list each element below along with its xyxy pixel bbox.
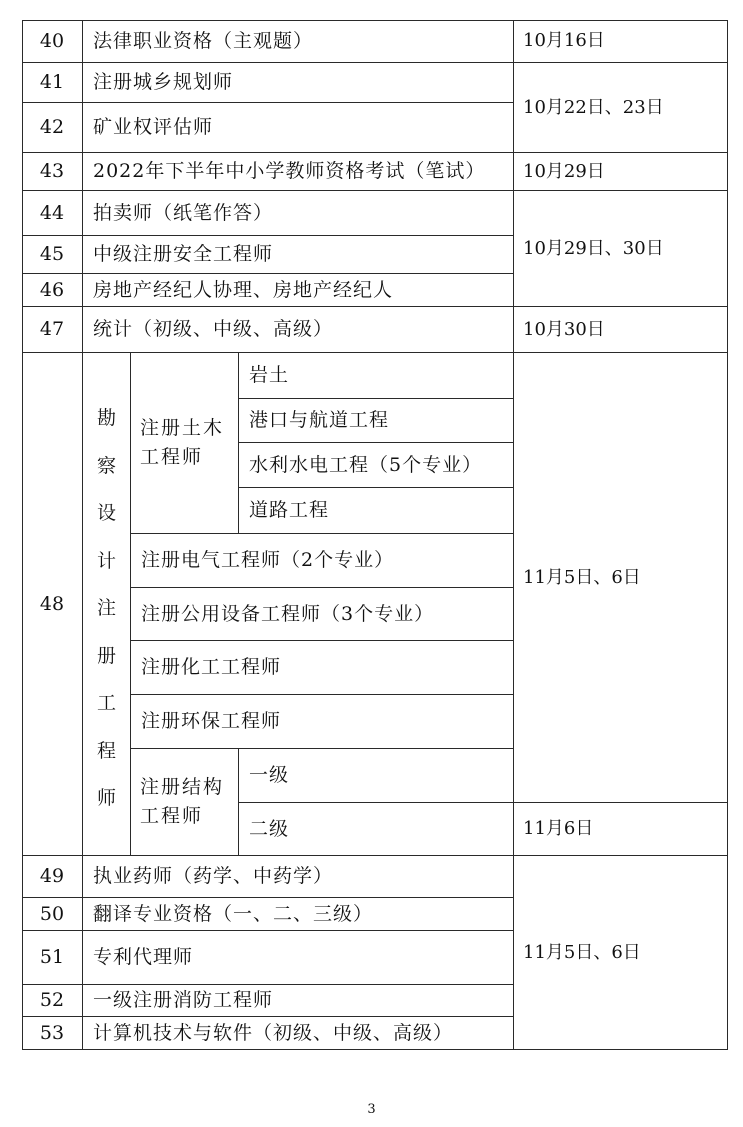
exam-date: 11月5日、6日 bbox=[514, 856, 728, 1050]
exam-name: 专利代理师 bbox=[83, 931, 514, 985]
row-number: 48 bbox=[22, 353, 83, 856]
row-number: 42 bbox=[22, 103, 83, 153]
exam-date: 10月16日 bbox=[514, 20, 728, 63]
category-char: 注 bbox=[96, 597, 116, 620]
exam-name: 计算机技术与软件（初级、中级、高级） bbox=[83, 1017, 514, 1050]
category-char: 程 bbox=[96, 739, 116, 762]
row-number: 49 bbox=[22, 856, 83, 898]
civil-subspecialty: 水利水电工程（5个专业） bbox=[239, 443, 514, 488]
row-number: 44 bbox=[22, 191, 83, 236]
exam-date: 11月5日、6日 bbox=[514, 353, 728, 803]
exam-name: 法律职业资格（主观题） bbox=[83, 20, 514, 63]
civil-subspecialty: 岩土 bbox=[239, 353, 514, 399]
category-char: 察 bbox=[96, 454, 116, 477]
exam-name: 一级注册消防工程师 bbox=[83, 985, 514, 1017]
structural-level: 二级 bbox=[239, 803, 514, 856]
civil-engineer-group bbox=[131, 353, 239, 534]
category-char: 师 bbox=[96, 787, 116, 810]
exam-name: 房地产经纪人协理、房地产经纪人 bbox=[83, 274, 514, 307]
page-number: 3 bbox=[367, 1102, 376, 1117]
exam-name: 2022年下半年中小学教师资格考试（笔试） bbox=[83, 153, 514, 191]
civil-subspecialty: 港口与航道工程 bbox=[239, 399, 514, 443]
row-number: 41 bbox=[22, 63, 83, 103]
exam-name: 统计（初级、中级、高级） bbox=[83, 307, 514, 353]
structural-engineer-group-label: 注册结构工程师 bbox=[140, 775, 225, 827]
row-number: 40 bbox=[22, 20, 83, 63]
category-vertical-label bbox=[83, 353, 131, 856]
category-char: 册 bbox=[96, 644, 116, 667]
exam-name: 注册城乡规划师 bbox=[83, 63, 514, 103]
civil-engineer-group-label: 注册土木工程师 bbox=[140, 416, 225, 468]
specialty-row: 注册电气工程师（2个专业） bbox=[131, 534, 514, 588]
row-number: 52 bbox=[22, 985, 83, 1017]
row-number: 43 bbox=[22, 153, 83, 191]
civil-subspecialty: 道路工程 bbox=[239, 488, 514, 534]
exam-name: 执业药师（药学、中药学） bbox=[83, 856, 514, 898]
structural-level: 一级 bbox=[239, 749, 514, 803]
specialty-row: 注册公用设备工程师（3个专业） bbox=[131, 588, 514, 641]
exam-name: 矿业权评估师 bbox=[83, 103, 514, 153]
exam-date: 10月30日 bbox=[514, 307, 728, 353]
exam-name: 翻译专业资格（一、二、三级） bbox=[83, 898, 514, 931]
category-char: 勘 bbox=[96, 407, 116, 430]
category-char: 计 bbox=[96, 549, 116, 572]
row-number: 50 bbox=[22, 898, 83, 931]
exam-date: 10月29日 bbox=[514, 153, 728, 191]
exam-name: 拍卖师（纸笔作答） bbox=[83, 191, 514, 236]
exam-date: 11月6日 bbox=[514, 803, 728, 856]
row-number: 45 bbox=[22, 236, 83, 274]
row-number: 46 bbox=[22, 274, 83, 307]
row-number: 53 bbox=[22, 1017, 83, 1050]
exam-date: 10月22日、23日 bbox=[514, 63, 728, 153]
exam-date: 10月29日、30日 bbox=[514, 191, 728, 307]
row-number: 47 bbox=[22, 307, 83, 353]
exam-name: 中级注册安全工程师 bbox=[83, 236, 514, 274]
specialty-row: 注册环保工程师 bbox=[131, 695, 514, 749]
category-char: 设 bbox=[96, 502, 116, 525]
category-char: 工 bbox=[96, 692, 116, 715]
row-number: 51 bbox=[22, 931, 83, 985]
specialty-row: 注册化工工程师 bbox=[131, 641, 514, 695]
structural-engineer-group bbox=[131, 749, 239, 856]
